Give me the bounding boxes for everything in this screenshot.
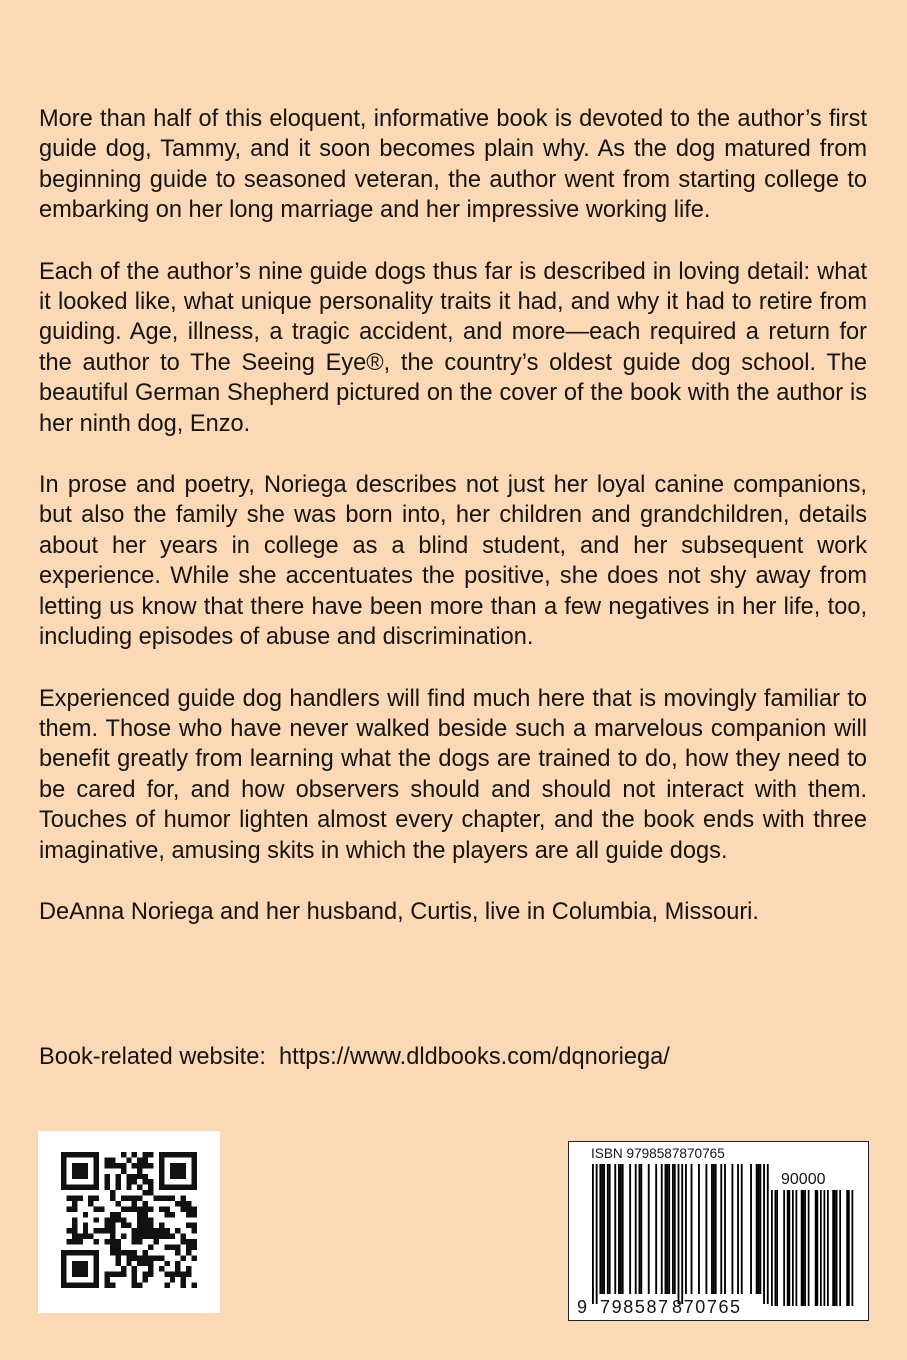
barcode-bar (685, 1164, 687, 1294)
addon-bar (846, 1190, 848, 1306)
barcode-bar (596, 1164, 598, 1304)
barcode-bar (620, 1164, 622, 1294)
barcode-bar (665, 1164, 667, 1294)
addon-bar (804, 1190, 806, 1306)
barcode-bar (681, 1164, 683, 1304)
addon-bar (776, 1190, 778, 1306)
barcode-bar (640, 1164, 642, 1294)
addon-bar (792, 1190, 794, 1306)
barcode-right-digits: 870765 (672, 1297, 742, 1317)
barcode-bar (635, 1164, 637, 1294)
barcode-left-digits: 798587 (600, 1297, 670, 1317)
barcode-bar (705, 1164, 707, 1294)
qr-code[interactable] (38, 1131, 220, 1313)
barcode-bar (599, 1164, 601, 1294)
barcode-bar (758, 1164, 760, 1294)
barcode-bar (655, 1164, 657, 1294)
isbn-label: ISBN 9798587870765 (591, 1146, 725, 1161)
barcode-bar (668, 1164, 670, 1294)
barcode-bar (648, 1164, 650, 1294)
barcode-bar (698, 1164, 700, 1294)
barcode-bar (720, 1164, 722, 1294)
paragraph-prose-and-poetry: In prose and poetry, Noriega describes not just her loyal canine companions, but also the family she was born into, her children and grandchildren, details about her years in college as a blind student, and her subsequent work experience. While she accentuates the positive, she does not shy away from letting us know that there have been more than a few negatives in her life, too, including episodes of abuse and discrimination. (39, 472, 867, 651)
addon-bar (827, 1190, 829, 1306)
barcode-bar (750, 1164, 752, 1294)
barcode-first-digit: 9 (577, 1297, 589, 1317)
addon-bar (801, 1190, 803, 1306)
paragraph-tammy: More than half of this eloquent, informative book is devoted to the author’s first guide dog, Tammy, and it soon becomes plain why. As the dog matured from beginning guide to seasoned veteran, the author went from starting college to embarking on her long marriage and her impressive working life. (39, 106, 867, 224)
barcode-bar (763, 1164, 765, 1304)
addon-bar (832, 1190, 834, 1306)
barcode-icon (569, 1142, 870, 1322)
addon-bar (783, 1190, 785, 1306)
barcode-bar (661, 1164, 663, 1294)
isbn-barcode (568, 1141, 869, 1321)
barcode-bar (741, 1164, 743, 1294)
barcode-bar (622, 1164, 624, 1294)
barcode-bar (639, 1164, 641, 1294)
barcode-bar (601, 1164, 603, 1294)
barcode-bar (759, 1164, 761, 1294)
addon-bar (834, 1190, 836, 1306)
barcode-bar (724, 1164, 726, 1294)
barcode-bar (614, 1164, 616, 1294)
barcode-bar (715, 1164, 717, 1294)
barcode-bar (737, 1164, 739, 1294)
addon-bar (789, 1190, 791, 1306)
barcode-bar (678, 1164, 680, 1304)
paragraph-experienced-handlers: Experienced guide dog handlers will find much here that is movingly familiar to them. Those who have never walked beside such a marvelous companion will benefit greatly from learning what the dogs are trained to do, how they need to be cared for, and how observers should and should not interact with them. Touches of humor lighten almost every chapter, and the book ends with three imaginative, amusing skits in which the players are all guide dogs. (39, 685, 867, 864)
addon-bar (787, 1190, 789, 1306)
barcode-bar (666, 1164, 668, 1294)
paragraph-author-residence: DeAnna Noriega and her husband, Curtis, live in Columbia, Missouri. (39, 898, 759, 925)
barcode-bar (609, 1164, 611, 1294)
barcode-bar (713, 1164, 715, 1294)
addon-bar (803, 1190, 805, 1306)
website-line (39, 1042, 670, 1072)
addon-bar (824, 1190, 826, 1306)
price-addon-code: 90000 (781, 1171, 826, 1188)
barcode-bar (767, 1164, 769, 1304)
addon-bar (836, 1190, 838, 1306)
barcode-bar (592, 1164, 594, 1304)
barcode-bar (618, 1164, 620, 1294)
barcode-bar (607, 1164, 609, 1294)
addon-bar (775, 1190, 777, 1306)
addon-bar (839, 1190, 841, 1306)
qr-code-icon (61, 1152, 197, 1288)
website-label: Book-related website: (39, 1044, 266, 1070)
back-cover-description (39, 104, 867, 958)
barcode-bar (629, 1164, 631, 1294)
barcode-bar (672, 1164, 674, 1294)
website-url[interactable]: https://www.dldbooks.com/dqnoriega/ (279, 1044, 670, 1070)
barcode-bar (732, 1164, 734, 1294)
barcode-bar (756, 1164, 758, 1294)
addon-bar (815, 1190, 817, 1306)
addon-bar (817, 1190, 819, 1306)
addon-bar (796, 1190, 798, 1306)
barcode-bar (711, 1164, 713, 1294)
addon-bar (808, 1190, 810, 1306)
barcode-bar (691, 1164, 693, 1294)
addon-bar (848, 1190, 850, 1306)
addon-bar (852, 1190, 854, 1306)
paragraph-nine-guide-dogs: Each of the author’s nine guide dogs thus far is described in loving detail: what it looked like, what unique personality traits it had, and why it had to retire from guiding. Age, illness, a tragic accident, and more—each required a return for the author to The Seeing Eye®, the country’s oldest guide dog school. The beautiful German Shepherd pictured on the cover of the book with the author is her ninth dog, Enzo. (39, 258, 867, 437)
addon-bar (820, 1190, 822, 1306)
barcode-bar (674, 1164, 676, 1294)
barcode-bar (603, 1164, 605, 1294)
addon-bar (771, 1190, 773, 1306)
